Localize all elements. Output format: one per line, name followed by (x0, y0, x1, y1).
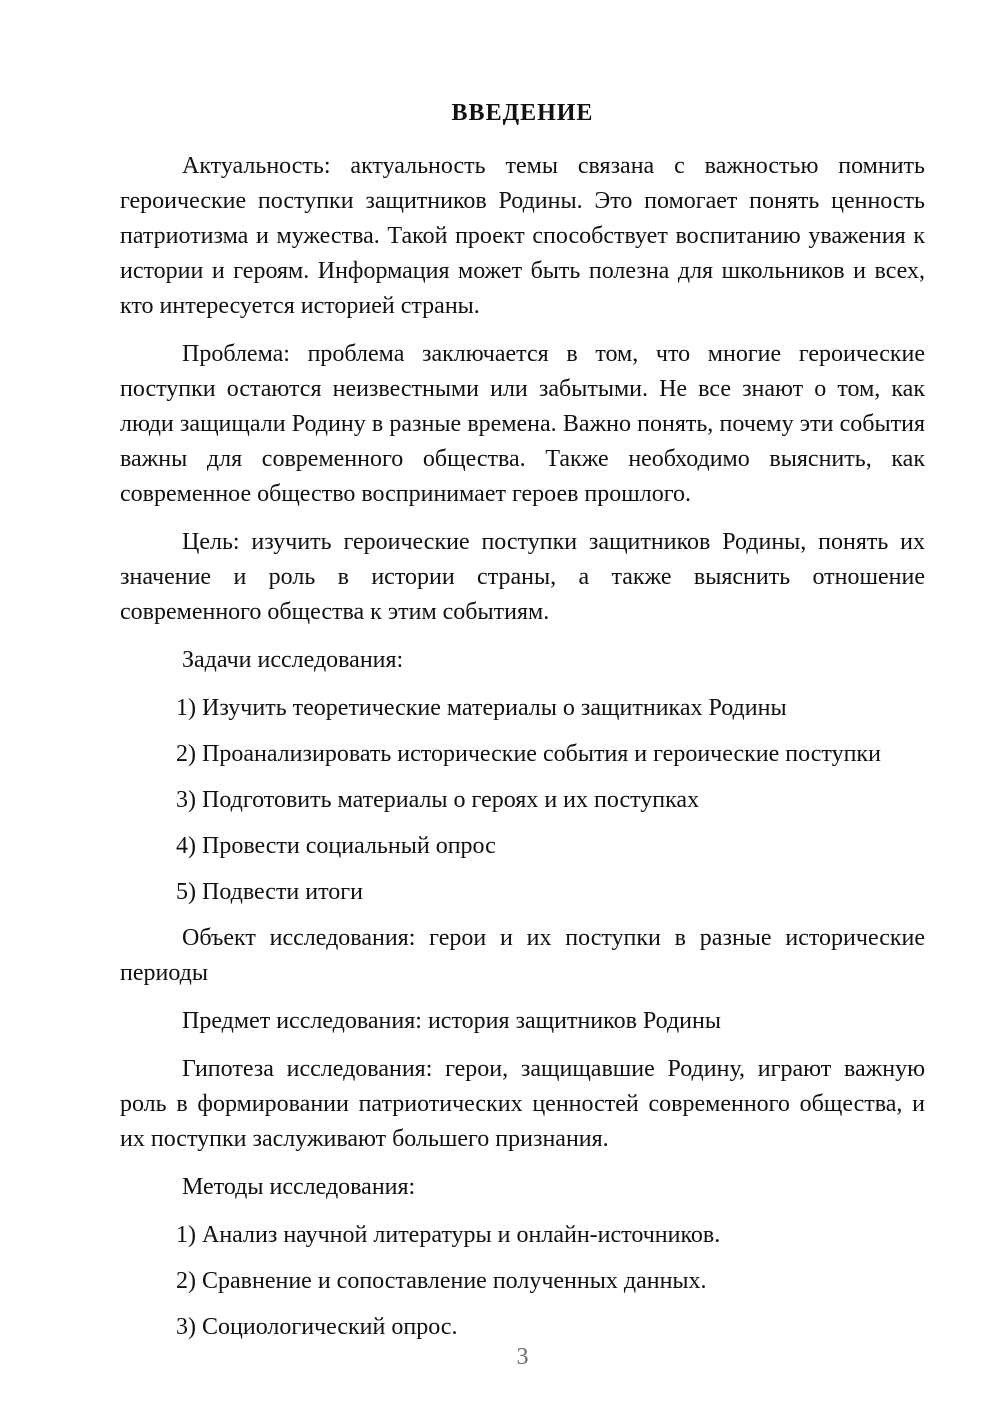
paragraph-goal: Цель: изучить героические поступки защитников Родины, понять их значение и роль в истории страны, а также выяснить отношение современного общества к этим событиям. (120, 529, 925, 625)
paragraph-object: Объект исследования: герои и их поступки в разные исторические периоды (120, 925, 925, 986)
method-item-1: 1) Анализ научной литературы и онлайн-источников. (176, 1222, 721, 1248)
paragraph-subject: Предмет исследования: история защитников Родины (182, 1008, 721, 1034)
task-item-3: 3) Подготовить материалы о героях и их поступках (176, 787, 700, 813)
page-title: ВВЕДЕНИЕ (451, 100, 594, 126)
paragraph-problem: Проблема: проблема заключается в том, что многие героические поступки остаются неизвестными или забытыми. Не все знают о том, как люди защищали Родину в разные времена. Важно понять, почему эти события важны для современного общества. Также необходимо выяснить, как современное общество воспринимает героев прошлого. (120, 341, 925, 507)
paragraph-relevance: Актуальность: актуальность темы связана с важностью помнить героические поступки защитников Родины. Это помогает понять ценность патриотизма и мужества. Такой проект способствует воспитанию уважения к истории и героям. Информация может быть полезна для школьников и всех, кто интересуется историей страны. (120, 153, 925, 319)
method-item-3: 3) Социологический опрос. (176, 1314, 458, 1340)
page-number: 3 (516, 1344, 529, 1370)
paragraph-hypothesis: Гипотеза исследования: герои, защищавшие Родину, играют важную роль в формировании патриотических ценностей современного общества, и их поступки заслуживают большего признания. (120, 1056, 925, 1152)
task-item-1: 1) Изучить теоретические материалы о защитниках Родины (176, 695, 787, 721)
task-item-5: 5) Подвести итоги (176, 879, 363, 905)
task-item-2: 2) Проанализировать исторические события и героические поступки (176, 741, 881, 767)
section-label-methods: Методы исследования: (182, 1174, 416, 1200)
task-item-4: 4) Провести социальный опрос (176, 833, 496, 859)
method-item-2: 2) Сравнение и сопоставление полученных данных. (176, 1268, 707, 1294)
section-label-tasks: Задачи исследования: (182, 647, 404, 673)
